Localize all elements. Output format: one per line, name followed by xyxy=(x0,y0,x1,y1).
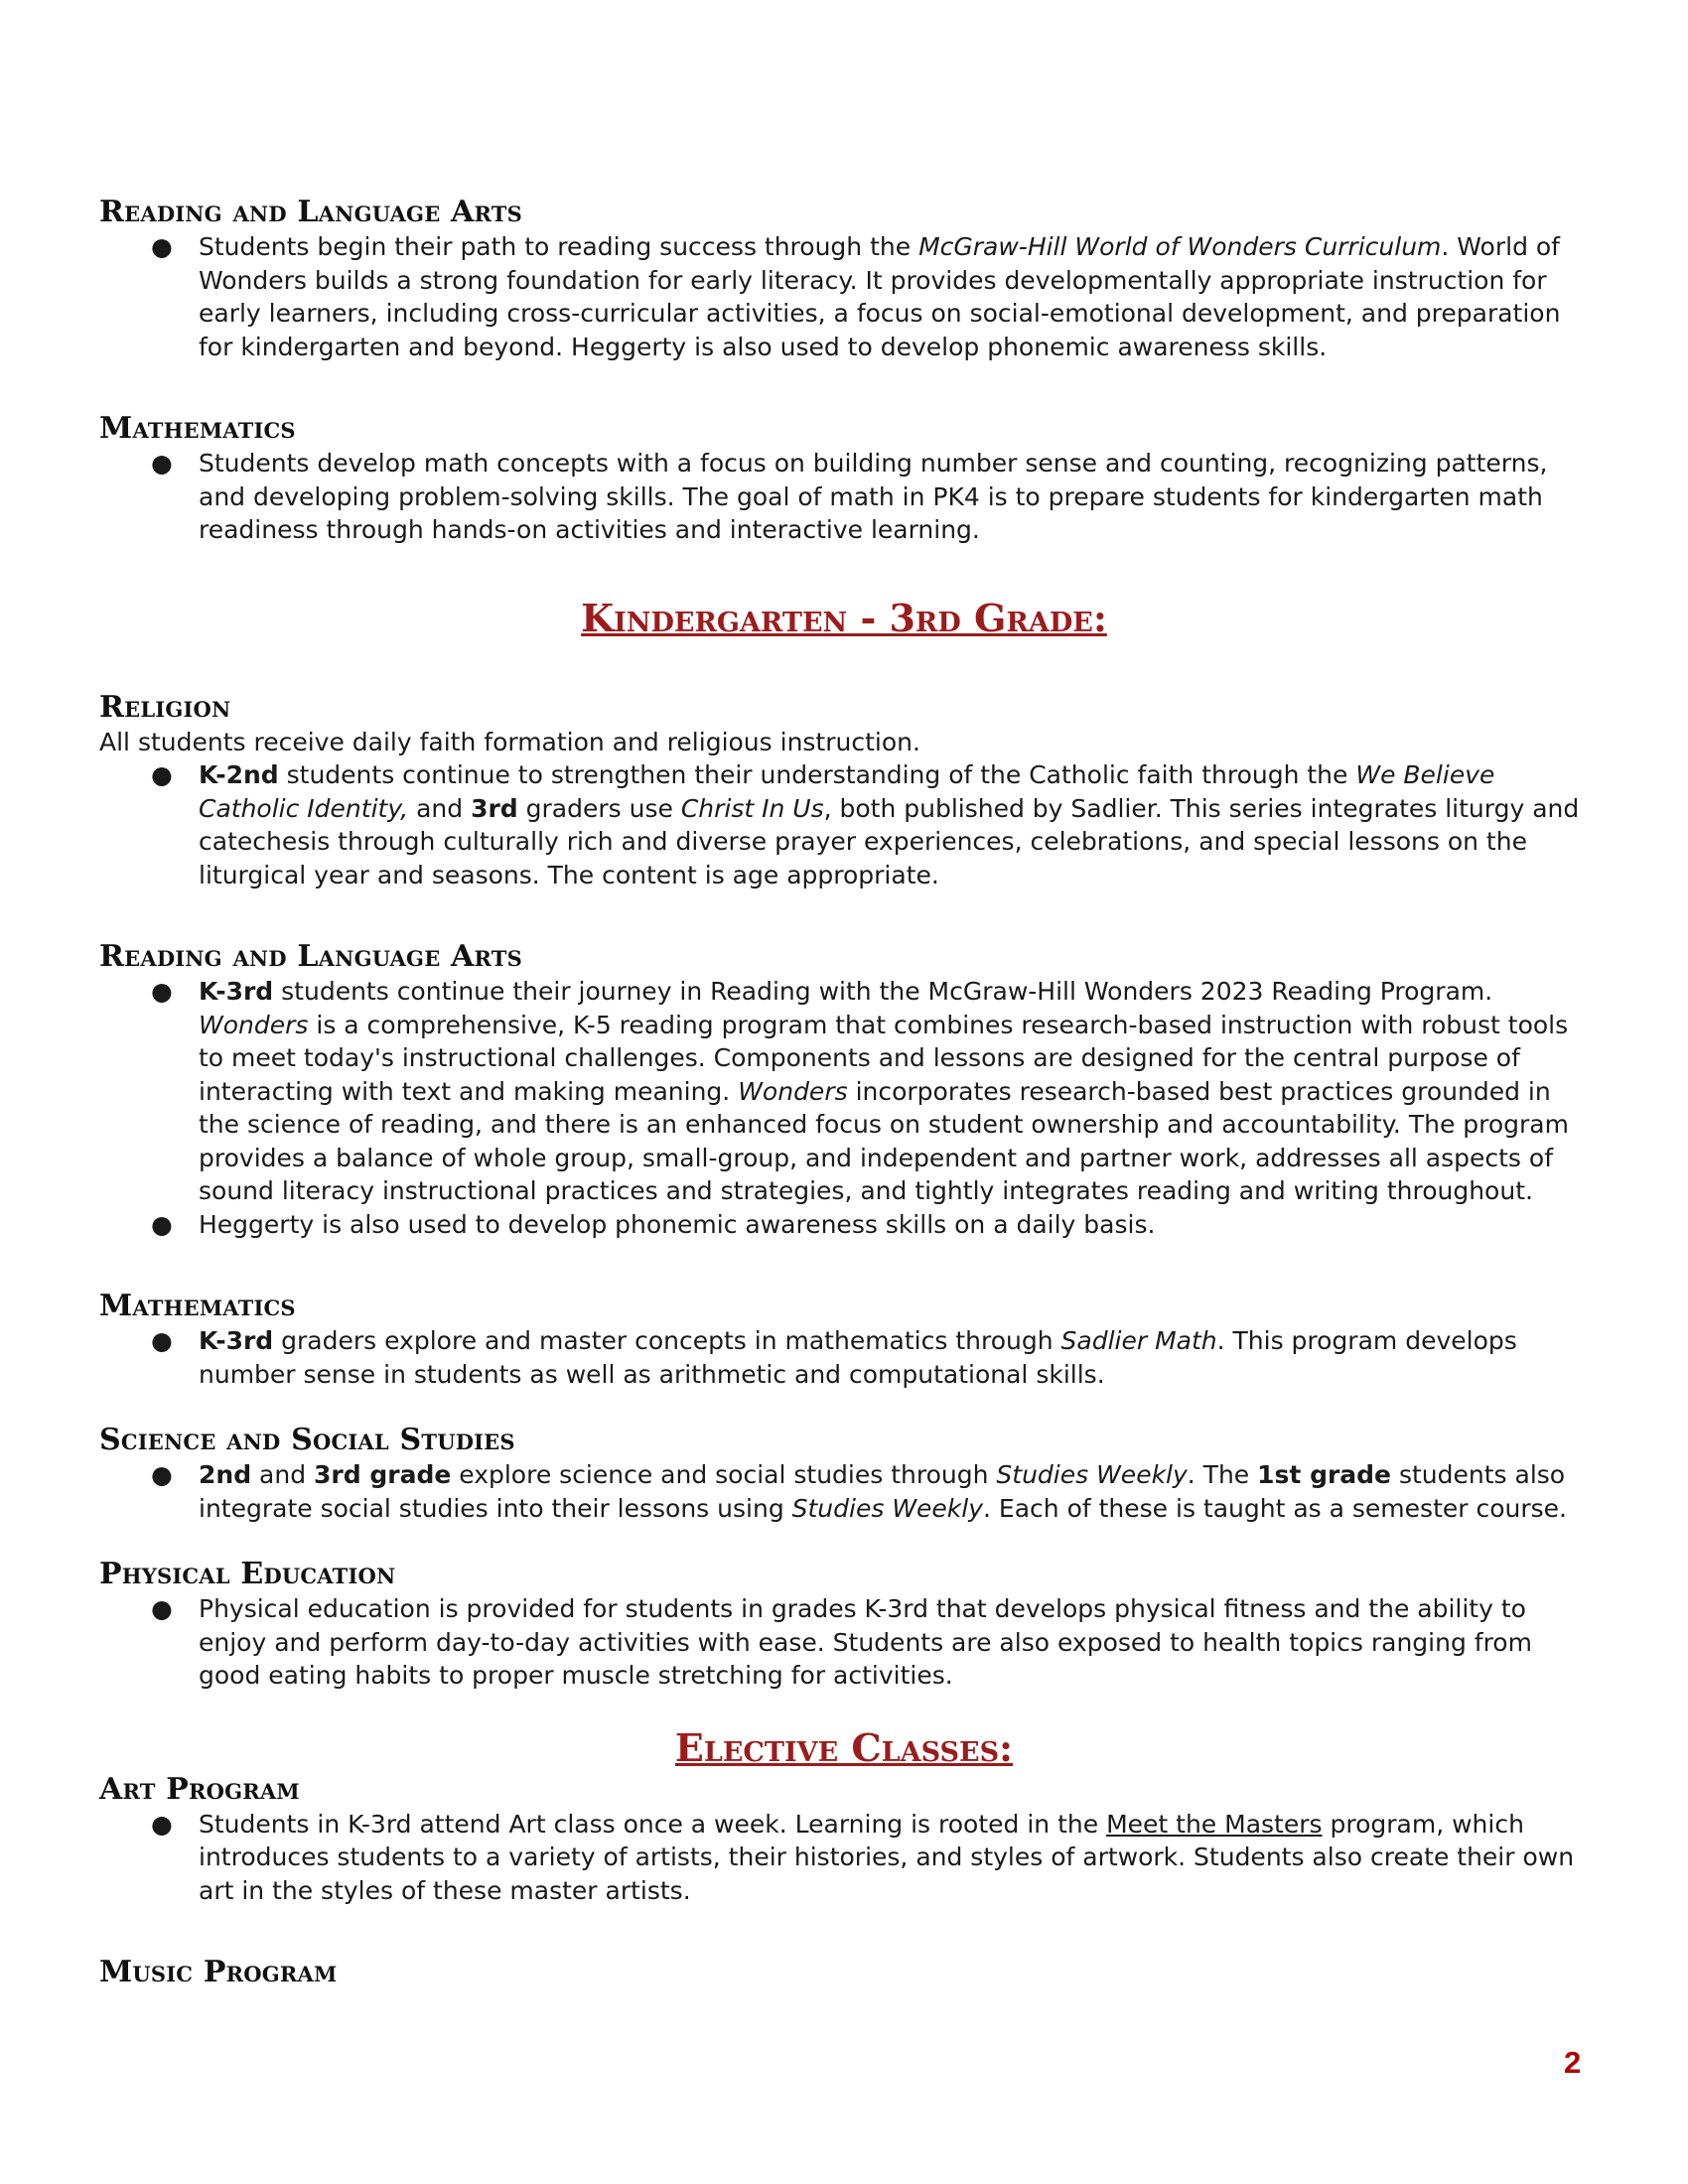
heading-pe: Physical Education xyxy=(99,1557,396,1591)
page-content xyxy=(99,195,1589,1990)
meet-the-masters-link[interactable]: Meet the Masters xyxy=(1106,1809,1323,1839)
bullet-icon: ● xyxy=(151,1594,173,1623)
heading-k3-reading: Reading and Language Arts xyxy=(99,939,522,974)
heading-pk4-math: Mathematics xyxy=(99,411,296,446)
page-number: 2 xyxy=(1564,2045,1582,2080)
list-science xyxy=(99,1458,1589,1525)
bullet-icon: ● xyxy=(151,449,173,478)
text: explore science and social studies through xyxy=(451,1460,997,1489)
bullet-icon: ● xyxy=(151,760,173,789)
text: . World of Wonders builds a strong foundation for early literacy. It provides developmentally appropriate instruction for early learners, including cross-curricular activities, a focus on social-emotional development, and preparation for kindergarten and beyond. Heggerty is also used to develop phonemic awareness skills. xyxy=(199,232,1561,361)
list-pk4-math xyxy=(99,447,1589,547)
text: , both published by Sadlier. This series integrates liturgy and catechesis through culturally rich and diverse prayer experiences, celebrations, and special lessons on the liturgical year and seasons. The content is age appropriate. xyxy=(199,793,1580,889)
bullet-icon: ● xyxy=(151,1209,173,1239)
text: and xyxy=(408,793,472,823)
program-title: Wonders xyxy=(738,1076,848,1106)
grade-label: K-2nd xyxy=(199,760,279,789)
heading-religion: Religion xyxy=(99,689,231,725)
list-item xyxy=(99,447,1589,547)
text: Heggerty is also used to develop phonemic awareness skills on a daily basis. xyxy=(199,1209,1156,1239)
grade-label: 1st grade xyxy=(1257,1460,1392,1489)
text: graders use xyxy=(517,793,681,823)
text: . The xyxy=(1187,1460,1258,1489)
bullet-icon: ● xyxy=(151,1326,173,1355)
text: Students begin their path to reading success through the xyxy=(199,232,919,261)
curriculum-title: McGraw-Hill World of Wonders Curriculum xyxy=(918,232,1442,261)
list-item xyxy=(99,1324,1589,1391)
list-item xyxy=(99,1208,1589,1242)
list-k3-reading xyxy=(99,975,1589,1241)
grade-label: 3rd grade xyxy=(314,1460,452,1489)
text: . Each of these is taught as a semester course. xyxy=(983,1493,1567,1523)
curriculum-title: We Believe Catholic Identity, xyxy=(199,760,1495,823)
list-k3-math xyxy=(99,1324,1589,1391)
text: students continue their journey in Reading with the McGraw-Hill Wonders 2023 Reading Program. xyxy=(273,977,1493,1006)
program-title: Wonders xyxy=(199,1010,309,1039)
list-religion xyxy=(99,758,1589,891)
bullet-icon: ● xyxy=(151,1809,173,1839)
list-item xyxy=(99,975,1589,1208)
text: program, which introduces students to a variety of artists, their histories, and styles of artwork. Students also create their own art in the styles of these master artists. xyxy=(199,1809,1575,1905)
list-art xyxy=(99,1808,1589,1908)
program-title: Studies Weekly xyxy=(996,1460,1188,1489)
grade-label: 3rd xyxy=(471,793,518,823)
list-item xyxy=(99,1458,1589,1525)
program-title: Sadlier Math xyxy=(1060,1326,1217,1355)
text: graders explore and master concepts in mathematics through xyxy=(273,1326,1061,1355)
list-item xyxy=(99,230,1589,363)
program-title: Studies Weekly xyxy=(791,1493,984,1523)
heading-k3-math: Mathematics xyxy=(99,1289,296,1323)
list-pk4-reading xyxy=(99,230,1589,363)
religion-intro: All students receive daily faith formation and religious instruction. xyxy=(99,727,920,756)
heading-art: Art Program xyxy=(99,1771,300,1807)
list-item xyxy=(99,1592,1589,1693)
text: Students develop math concepts with a focus on building number sense and counting, recognizing patterns, and developing problem-solving skills. The goal of math in PK4 is to prepare students for kindergarten math readiness through hands-on activities and interactive learning. xyxy=(199,449,1548,544)
heading-music: Music Program xyxy=(99,1955,338,1989)
curriculum-title: Christ In Us xyxy=(680,793,824,823)
grade-label: 2nd xyxy=(199,1460,252,1489)
heading-pk4-reading: Reading and Language Arts xyxy=(99,195,522,229)
heading-science: Science and Social Studies xyxy=(99,1423,515,1457)
text: students continue to strengthen their understanding of the Catholic faith through the xyxy=(278,760,1356,789)
text: students also integrate social studies into their lessons using xyxy=(199,1460,1566,1523)
text: incorporates research-based best practices grounded in the science of reading, and there is an enhanced focus on student ownership and accountability. The program provides a balance of whole group, small-group, and independent and partner work, addresses all aspects of sound literacy instructional practices and strategies, and tightly integrates reading and writing throughout. xyxy=(199,1076,1569,1205)
grade-label: K-3rd xyxy=(199,1326,274,1355)
grade-label: K-3rd xyxy=(199,977,274,1006)
text: . This program develops number sense in students as well as arithmetic and computational skills. xyxy=(199,1326,1517,1389)
bullet-icon: ● xyxy=(151,232,173,261)
list-pe xyxy=(99,1592,1589,1693)
text: and xyxy=(251,1460,315,1489)
section-title-electives: Elective Classes: xyxy=(674,1724,1014,1770)
bullet-icon: ● xyxy=(151,1460,173,1489)
bullet-icon: ● xyxy=(151,977,173,1006)
section-title-k3: Kindergarten - 3rd Grade: xyxy=(581,595,1107,640)
text: Students in K-3rd attend Art class once a week. Learning is rooted in the xyxy=(199,1809,1107,1839)
list-item xyxy=(99,1808,1589,1908)
text: is a comprehensive, K-5 reading program that combines research-based instruction with robust tools to meet today's instructional challenges. Components and lessons are designed for the central purpose of interacting with text and making meaning. xyxy=(199,1010,1569,1106)
text: Physical education is provided for students in grades K-3rd that develops physical fitness and the ability to enjoy and perform day-to-day activities with ease. Students are also exposed to health topics ranging from good eating habits to proper muscle stretching for activities. xyxy=(199,1594,1532,1690)
list-item xyxy=(99,758,1589,891)
